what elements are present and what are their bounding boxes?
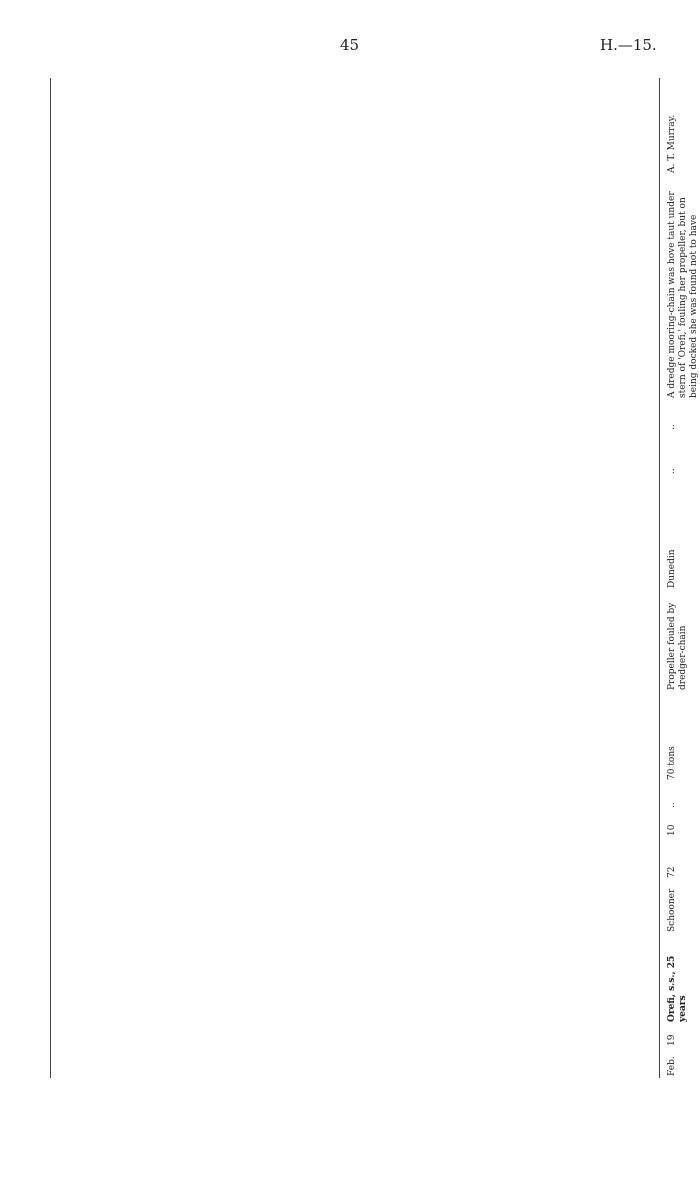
cell-pass: ..	[667, 802, 677, 808]
cell-casualty: Propeller fouled by dredger-chain	[667, 602, 688, 690]
cell-rig: Schooner	[667, 888, 677, 932]
cell-crew: 10	[667, 824, 677, 836]
cell-wind: ..	[667, 468, 677, 474]
cell-day: 19	[667, 1034, 677, 1046]
page-reference: H.—15.	[600, 36, 657, 54]
page-number: 45	[340, 36, 360, 54]
cell-vessel: Orefi, s.s., 25 years	[667, 955, 688, 1022]
cell-cargo: 70 tons	[667, 746, 677, 780]
cell-tons: 72	[667, 866, 677, 878]
cell-officer: A. T. Murray.	[667, 114, 677, 173]
cell-details: A dredge mooring-chain was hove taut under stern of 'Orefi,' fouling her propeller, but on being docked she was found not to have	[667, 191, 699, 398]
cell-place: Dunedin	[667, 549, 677, 588]
table-frame	[50, 78, 660, 1078]
cell-force: ..	[667, 424, 677, 430]
cell-month: Feb.	[667, 1056, 677, 1076]
